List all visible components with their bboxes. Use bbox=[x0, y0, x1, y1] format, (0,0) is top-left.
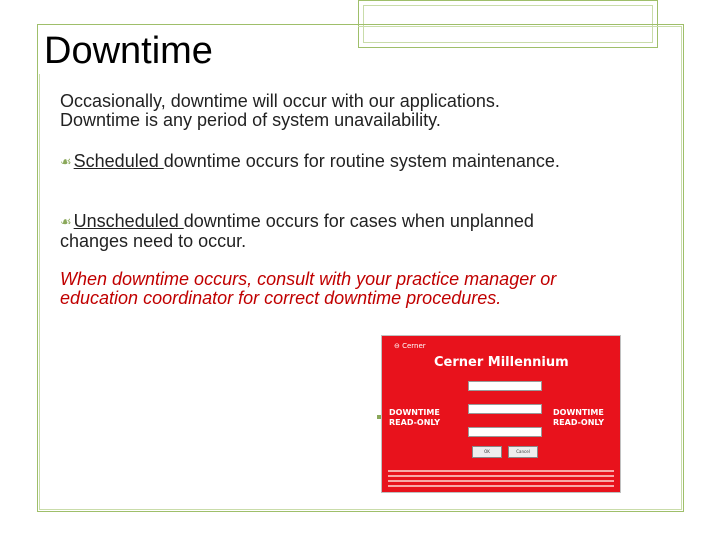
unscheduled-text: downtime occurs for cases when unplanned changes need to occur. bbox=[60, 211, 534, 251]
leaf-bullet-icon: ☙ bbox=[60, 214, 72, 229]
cancel-button: Cancel bbox=[508, 446, 538, 458]
cerner-downtime-screenshot bbox=[381, 335, 621, 493]
bullet-scheduled bbox=[60, 152, 580, 172]
slide-title: Downtime bbox=[44, 30, 213, 72]
cerner-logo: ⊖ Cerner bbox=[394, 342, 426, 350]
intro-paragraph: Occasionally, downtime will occur with our applications. Downtime is any period of system unavailability. bbox=[60, 91, 500, 130]
ok-button: OK bbox=[472, 446, 502, 458]
downtime-left-label: DOWNTIME READ-ONLY bbox=[389, 408, 441, 427]
username-field bbox=[468, 381, 542, 391]
leaf-bullet-icon: ☙ bbox=[60, 154, 72, 169]
fine-print bbox=[388, 470, 614, 490]
unscheduled-term: Unscheduled bbox=[73, 211, 184, 231]
bullet-unscheduled bbox=[60, 212, 580, 251]
downtime-note: When downtime occurs, consult with your practice manager or education coordinator for correct downtime procedures. bbox=[60, 269, 557, 308]
password-field bbox=[468, 404, 542, 414]
scheduled-text: downtime occurs for routine system maintenance. bbox=[163, 151, 560, 171]
product-name: Cerner Millennium bbox=[434, 355, 569, 370]
scheduled-term: Scheduled bbox=[73, 151, 164, 171]
domain-field bbox=[468, 427, 542, 437]
downtime-right-label: DOWNTIME READ-ONLY bbox=[553, 408, 605, 427]
